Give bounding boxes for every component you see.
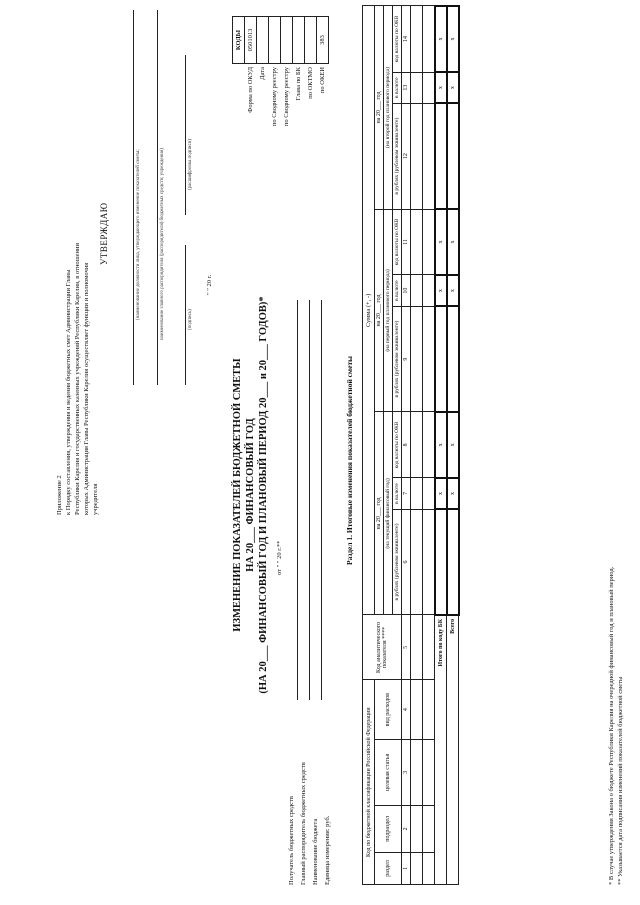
field-budget-line (321, 300, 322, 700)
code-value-registry1 (269, 17, 281, 64)
x-mark: x (435, 478, 447, 509)
code-value-okei: 383 (317, 17, 329, 64)
okv-col: код валюты по ОКВ (393, 209, 402, 275)
signature-line (185, 245, 186, 385)
year2-header: на 20___ год (375, 209, 384, 412)
code-label: по Сводному реестру (271, 67, 278, 127)
org-line (157, 10, 158, 385)
x-mark: x (447, 72, 459, 103)
document-date: от " " 20 г.** (276, 540, 283, 575)
document-title: ИЗМЕНЕНИЕ ПОКАЗАТЕЛЕЙ БЮДЖЕТНОЙ СМЕТЫ (232, 358, 243, 632)
rub-col: в рублях (рублевом эквиваленте) (393, 103, 402, 209)
code-value-registry2 (281, 17, 293, 64)
appendix-note (55, 215, 100, 515)
appendix-line: к Порядку составления, утверждения и ведения бюджетных смет Администрации Главы (65, 269, 72, 515)
code-label: по Сводному реестру (283, 67, 290, 127)
x-mark: x (435, 6, 447, 72)
changes-table (362, 5, 460, 885)
okv-col: код валюты по ОКВ (393, 412, 402, 478)
changes-table-grid (362, 5, 460, 885)
okv-col: код валюты по ОКВ (393, 6, 402, 72)
col-number: 5 (402, 615, 411, 680)
year3-sub: (на второй год планового периода) (384, 6, 393, 209)
approval-date: " " 20 г. (206, 274, 213, 295)
year3-header: на 20___ год (375, 6, 384, 209)
code-label: по ОКЕИ (319, 67, 326, 94)
code-value-date (257, 17, 269, 64)
col-number: 6 (402, 509, 411, 615)
col-number: 9 (402, 306, 411, 412)
x-mark: x (435, 209, 447, 275)
rub-col: в рублях (рублевом эквиваленте) (393, 306, 402, 412)
year2-sub: (на первый год планового периода) (384, 209, 393, 412)
col-target: целевая статья (375, 739, 402, 805)
table-row (423, 6, 435, 885)
x-mark: x (447, 478, 459, 509)
appendix-line: учредителя (92, 483, 99, 515)
total-label: Всего (447, 615, 459, 885)
codes-header: КОДЫ (233, 17, 245, 64)
currency-col: в валюте (393, 478, 402, 509)
code-label: Дата (259, 67, 266, 80)
decoding-caption: (расшифровка подписи) (188, 138, 193, 190)
col-number: 2 (402, 805, 411, 852)
sum-header: Сумма (+, -) (363, 6, 375, 615)
col-number: 1 (402, 852, 411, 884)
document-title-period: (НА 20___ ФИНАНСОВЫЙ ГОД И ПЛАНОВЫЙ ПЕРИОД 20___ и 20___ ГОДОВ)* (258, 296, 269, 694)
analytic-header: Код аналитического показателя **** (363, 615, 402, 680)
x-mark: x (435, 412, 447, 478)
year1-sub: (на текущий финансовый год) (384, 412, 393, 615)
table-row (411, 6, 423, 885)
col-number: 12 (402, 103, 411, 209)
col-number: 4 (402, 680, 411, 740)
appendix-line: Приложение 2 (56, 475, 63, 515)
col-expense: вид расходов (375, 680, 402, 740)
field-unit: Единица измерения: руб. (324, 815, 331, 885)
codes-box (232, 5, 329, 165)
position-line (133, 10, 134, 385)
signature-caption: (подпись) (188, 309, 193, 330)
col-number: 10 (402, 275, 411, 306)
approval-title: УТВЕРЖДАЮ (99, 202, 109, 265)
currency-col: в валюте (393, 275, 402, 306)
field-main-manager-line (309, 300, 310, 700)
col-number: 8 (402, 412, 411, 478)
code-value-oktmo (305, 17, 317, 64)
kbk-header: Код по бюджетной классификации Российской Федерации (363, 680, 375, 885)
decoding-line (185, 55, 186, 215)
x-mark: x (447, 412, 459, 478)
rub-col: в рублях (рублевом эквиваленте) (393, 509, 402, 615)
total-row (447, 6, 459, 885)
field-main-manager: Главный распорядитель бюджетных средств (300, 762, 307, 885)
footnote-1: * В случае утверждения Закона о бюджете Республики Карелия на очередной финансовый год и плановый период. (608, 566, 615, 885)
code-value-okud: 0501013 (245, 17, 257, 64)
col-number: 3 (402, 739, 411, 805)
section-title: Раздел 1. Итоговые изменения показателей бюджетной сметы (345, 356, 354, 565)
col-subsection: подраздел (375, 805, 402, 852)
year1-header: на 20___ год (375, 412, 384, 615)
field-recipient: Получатель бюджетных средств (288, 796, 295, 885)
code-label: по ОКТМО (307, 67, 314, 99)
total-kbk-row (435, 6, 447, 885)
appendix-line: которых Администрация Главы Республики Карелия осуществляет функции и полномочия (83, 262, 90, 515)
total-kbk-label: Итого по коду БК (435, 615, 447, 885)
x-mark: x (435, 72, 447, 103)
code-label: Глава по БК (295, 67, 302, 101)
document-title-year: НА 20___ ФИНАНСОВЫЙ ГОД (245, 418, 256, 572)
footnote-2: ** Указывается дата подписания изменений показателей бюджетной сметы (617, 676, 624, 885)
x-mark: x (447, 209, 459, 275)
col-number: 11 (402, 209, 411, 275)
col-number: 13 (402, 72, 411, 103)
col-number: 14 (402, 6, 411, 72)
field-recipient-line (297, 300, 298, 700)
x-mark: x (447, 6, 459, 72)
code-label: Форма по ОКУД (247, 67, 254, 113)
field-budget-name: Наименование бюджета (312, 818, 319, 885)
col-section: раздел (375, 852, 402, 884)
col-number: 7 (402, 478, 411, 509)
appendix-line: Республики Карелия и государственных казенных учреждений Республики Карелия, в отношении (74, 243, 81, 515)
org-caption: наименование главного распорядителя (распорядителя) бюджетных средств; учреждения) (160, 148, 165, 340)
currency-col: в валюте (393, 72, 402, 103)
code-value-bk (293, 17, 305, 64)
x-mark: x (447, 275, 459, 306)
position-caption: (наименование должности лица, утверждающего изменение показателей сметы; (136, 149, 141, 320)
x-mark: x (435, 275, 447, 306)
